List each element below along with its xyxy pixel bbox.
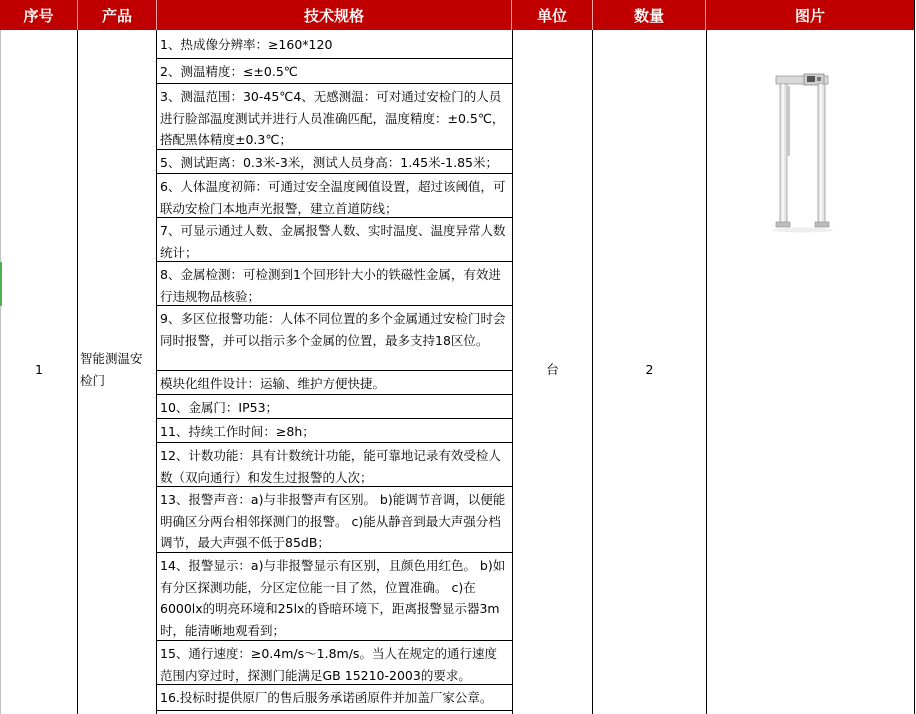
spec-item: 3、测温范围：30-45℃4、无感测温：可对通过安检门的人员进行脸部温度测试并进行人员准确匹配，温度精度：±0.5℃，搭配黑体精度±0.3℃； bbox=[157, 84, 512, 150]
spec-item: 模块化组件设计：运输、维护方便快捷。 bbox=[157, 371, 512, 395]
table-right-border bbox=[914, 0, 915, 714]
security-gate-icon bbox=[770, 72, 840, 234]
row-product-cell: 智能测温安检门 bbox=[80, 351, 143, 388]
row-seq-cell: 1 bbox=[35, 362, 43, 377]
header-qty: 数量 bbox=[593, 0, 706, 30]
spec-item: 9、多区位报警功能：人体不同位置的多个金属通过安检门时会同时报警，并可以指示多个金属的位置，最多支持18区位。 bbox=[157, 306, 512, 371]
header-unit: 单位 bbox=[512, 0, 593, 30]
spec-item: 16.投标时提供原厂的售后服务承诺函原件并加盖厂家公章。 bbox=[157, 685, 512, 711]
row-unit-cell: 台 bbox=[546, 362, 559, 377]
header-spec: 技术规格 bbox=[157, 0, 512, 30]
column-divider bbox=[706, 30, 707, 714]
header-image: 图片 bbox=[706, 0, 914, 30]
spec-item: 1、热成像分辨率：≥160*120 bbox=[157, 32, 512, 59]
row-selection-marker bbox=[0, 262, 2, 306]
spec-item: 6、人体温度初筛：可通过安全温度阈值设置，超过该阈值，可联动安检门本地声光报警，建立首道防线； bbox=[157, 174, 512, 218]
spec-item: 14、报警显示：a)与非报警显示有区别，且颜色用红色。 b)如有分区探测功能，分区定位能一目了然，位置准确。 c)在6000lx的明亮环境和25lx的昏暗环境下，距离报警显示器3m时，能清晰地观看到； bbox=[157, 553, 512, 641]
spec-item: 5、测试距离：0.3米-3米，测试人员身高：1.45米-1.85米； bbox=[157, 150, 512, 174]
spec-item: 2、测温精度：≤±0.5℃ bbox=[157, 59, 512, 84]
spec-item: 13、报警声音：a)与非报警声有区别。 b)能调节音调，以便能明确区分两台相邻探测门的报警。 c)能从静音到最大声强分档调节，最大声强不低于85dB； bbox=[157, 487, 512, 553]
spec-item: 11、持续工作时间：≥8h； bbox=[157, 419, 512, 443]
spec-item: 7、可显示通过人数、金属报警人数、实时温度、温度异常人数统计； bbox=[157, 218, 512, 262]
spec-item: 10、金属门：IP53； bbox=[157, 395, 512, 419]
spec-item: 15、通行速度：≥0.4m/s～1.8m/s。当人在规定的通行速度范围内穿过时，探测门能满足GB 15210-2003的要求。 bbox=[157, 641, 512, 685]
header-seq: 序号 bbox=[0, 0, 78, 30]
spec-item: 12、计数功能：具有计数统计功能，能可靠地记录有效受检人数（双向通行）和发生过报警的人次； bbox=[157, 443, 512, 487]
row-qty-cell: 2 bbox=[645, 362, 654, 377]
spec-item: 8、金属检测：可检测到1个回形针大小的铁磁性金属，有效进行违规物品核验； bbox=[157, 262, 512, 306]
header-product: 产品 bbox=[78, 0, 157, 30]
